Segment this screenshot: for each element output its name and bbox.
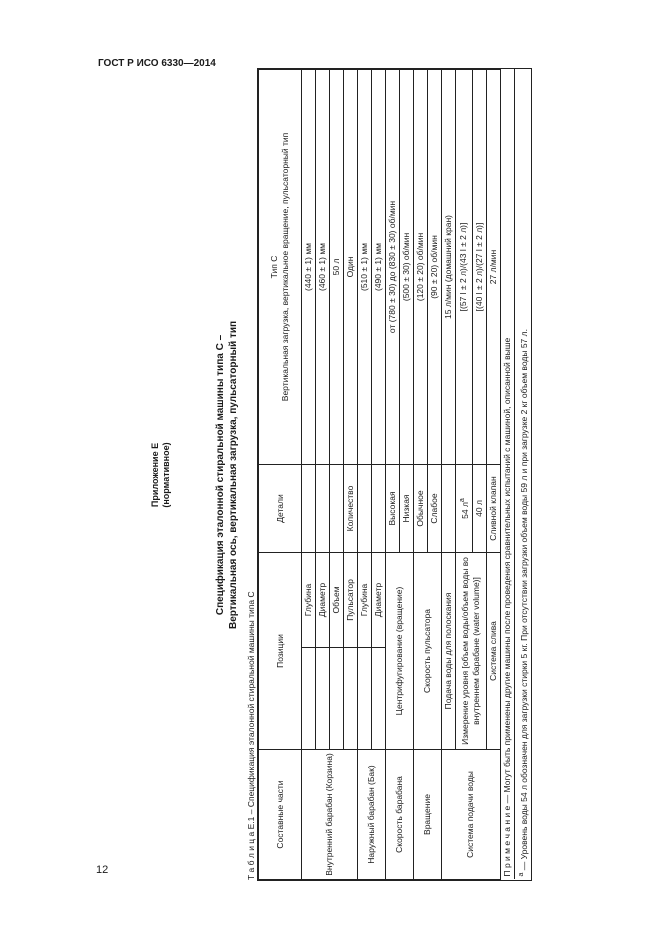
cell-high-value: от (780 ± 30) до (830 ± 30) об/мин [386, 69, 400, 464]
rotated-page-content [140, 70, 600, 880]
header-parts: Составные части [259, 750, 302, 880]
cell-rinse-supply: Подача воды для полоскания [442, 552, 456, 749]
cell-normal: Обычное [414, 464, 428, 552]
title-line-1: Спецификация эталонной стиральной машины типа С – [215, 334, 226, 616]
cell-low-value: (500 ± 30) об/мин [400, 69, 414, 464]
footnote-mark: а [516, 872, 525, 877]
cell-outer-diameter-value: (490 ± 1) мм [372, 69, 386, 464]
cell-weak-value: (90 ± 20) об/мин [428, 69, 442, 464]
cell-diameter-value: (460 ± 1) мм [316, 69, 330, 464]
table-row [414, 69, 428, 879]
cell-rotation: Вращение [414, 750, 442, 880]
header-type-c-title: Тип С [269, 255, 279, 279]
cell-drain-valve: Сливной клапан [486, 464, 500, 552]
specification-table [258, 69, 531, 880]
header-type-c [259, 69, 302, 464]
annex-title: Приложение Е [150, 442, 160, 508]
cell-rinse-supply-value: 15 л/мин (домашний кран) [442, 69, 456, 464]
cell-high: Высокая [386, 464, 400, 552]
table-row [442, 69, 456, 879]
cell-water-system: Система подачи воды [442, 750, 501, 880]
cell-depth-value: (440 ± 1) мм [302, 69, 316, 464]
cell-quantity-value: Один [344, 69, 358, 464]
annex-heading [150, 70, 172, 880]
cell-level-54-value: [(57 l ± 2 л)/(43 l ± 2 л)] [456, 69, 473, 464]
cell-outer-depth: Глубина [358, 552, 372, 647]
cell-level-40: 40 л [472, 464, 486, 552]
header-type-c-subtitle: Вертикальная загрузка, вертикальное вращение, пульсаторный тип [280, 132, 290, 402]
cell-volume: Объем [330, 552, 344, 647]
table-header-row [259, 69, 302, 879]
note-row [500, 69, 514, 879]
cell-outer-drum: Наружный барабан (Бак) [358, 750, 386, 880]
table-row [302, 69, 316, 879]
cell-drain-system: Система слива [486, 552, 500, 749]
cell-outer-depth-value: (510 ± 1) мм [358, 69, 372, 464]
level-54-text: 54 л [459, 502, 470, 519]
cell-depth: Глубина [302, 552, 316, 647]
annex-status: (нормативное) [161, 442, 171, 508]
table-row [358, 69, 372, 879]
cell-drum-speed: Скорость барабана [386, 750, 414, 880]
title-line-2: Вертикальная ось, вертикальная загрузка, пульсаторный тип [228, 320, 239, 630]
cell-weak: Слабое [428, 464, 442, 552]
cell-volume-value: 50 л [330, 69, 344, 464]
footnote-text: — Уровень воды 54 л обозначен для загрузки стирки 5 кг. При отсутствии загрузки объем воды 59 л и при загрузке 2 кг объем воды 57 л. [518, 329, 529, 873]
annex-main-title [214, 70, 240, 880]
cell-level-measure: Измерение уровня [объем воды/объем воды во внутреннем барабане (water volume)] [456, 552, 487, 749]
standard-header: ГОСТ Р ИСО 6330—2014 [98, 58, 216, 69]
cell-quantity: Количество [344, 464, 358, 552]
cell-low: Низкая [400, 464, 414, 552]
cell-drain-value: 27 л/мин [486, 69, 500, 464]
header-details: Детали [259, 464, 302, 552]
table-footnote [514, 69, 530, 879]
cell-pulsator: Пульсатор [344, 552, 358, 647]
table-caption: Т а б л и ц а Е.1 – Спецификация эталонной стиральной машины типа С [246, 591, 256, 880]
cell-spin: Центрифугирование (вращение) [386, 552, 414, 749]
cell-normal-value: (120 ± 20) об/мин [414, 69, 428, 464]
cell-pulsator-speed: Скорость пульсатора [414, 552, 442, 749]
footnote-ref-a: а [458, 498, 466, 503]
table-row [386, 69, 400, 879]
cell-level-54 [456, 464, 473, 552]
table-note: П р и м е ч а н и е — Могут быть применены другие машины после проведения сравнительных испытаний с машиной, описанной выше [500, 69, 514, 879]
cell-outer-diameter: Диаметр [372, 552, 386, 647]
cell-level-40-value: [(40 l ± 2 л)/(27 l ± 2 л)] [472, 69, 486, 464]
footnote-row [514, 69, 530, 879]
cell-diameter: Диаметр [316, 552, 330, 647]
cell-inner-drum: Внутренний барабан (Корзина) [302, 750, 358, 880]
header-positions: Позиции [259, 552, 302, 749]
page-number: 12 [96, 864, 109, 876]
